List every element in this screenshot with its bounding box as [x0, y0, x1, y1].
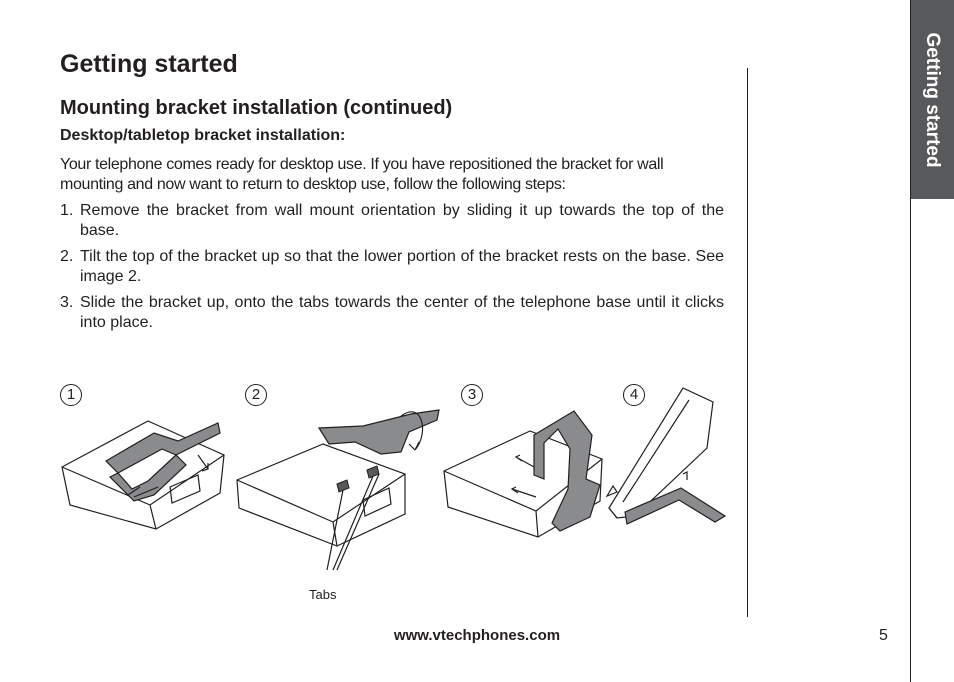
footer-website: www.vtechphones.com — [393, 627, 561, 644]
right-margin-rule — [910, 0, 911, 682]
section-title: Mounting bracket installation (continued) — [60, 97, 453, 119]
step-number: 3. — [60, 294, 74, 311]
intro-paragraph: Your telephone comes ready for desktop use. If you have repositioned the bracket for wall mounting and now want to return to desktop use, follow the following steps: — [60, 156, 664, 193]
steps-list — [60, 201, 724, 339]
side-chapter-tab-label: Getting started — [922, 32, 943, 168]
figure-4-phone-side-illustration — [603, 384, 727, 528]
sub-title: Desktop/tabletop bracket installation: — [60, 127, 346, 144]
column-divider — [747, 68, 748, 617]
tabs-callout-label: Tabs — [309, 587, 337, 602]
step-text: Remove the bracket from wall mount orientation by sliding it up towards the top of the base. — [80, 202, 724, 239]
page-number: 5 — [879, 627, 888, 644]
figure-3-phone-base-illustration — [440, 405, 608, 545]
step-item — [60, 293, 724, 333]
figure-2-phone-base-illustration — [233, 404, 443, 584]
step-number: 1. — [60, 202, 74, 219]
step-text: Slide the bracket up, onto the tabs towards the center of the telephone base until it clicks into place. — [80, 294, 724, 331]
figure-2-number: 2 — [245, 384, 267, 406]
step-number: 2. — [60, 248, 74, 265]
figure-3-number: 3 — [461, 384, 483, 406]
figure-4-number: 4 — [623, 384, 645, 406]
page-title: Getting started — [60, 50, 238, 78]
step-item — [60, 201, 724, 241]
step-text: Tilt the top of the bracket up so that the lower portion of the bracket rests on the base. See image 2. — [80, 248, 724, 285]
figure-1-phone-base-illustration — [58, 405, 230, 535]
step-item — [60, 247, 724, 287]
figure-1-number: 1 — [60, 384, 82, 406]
